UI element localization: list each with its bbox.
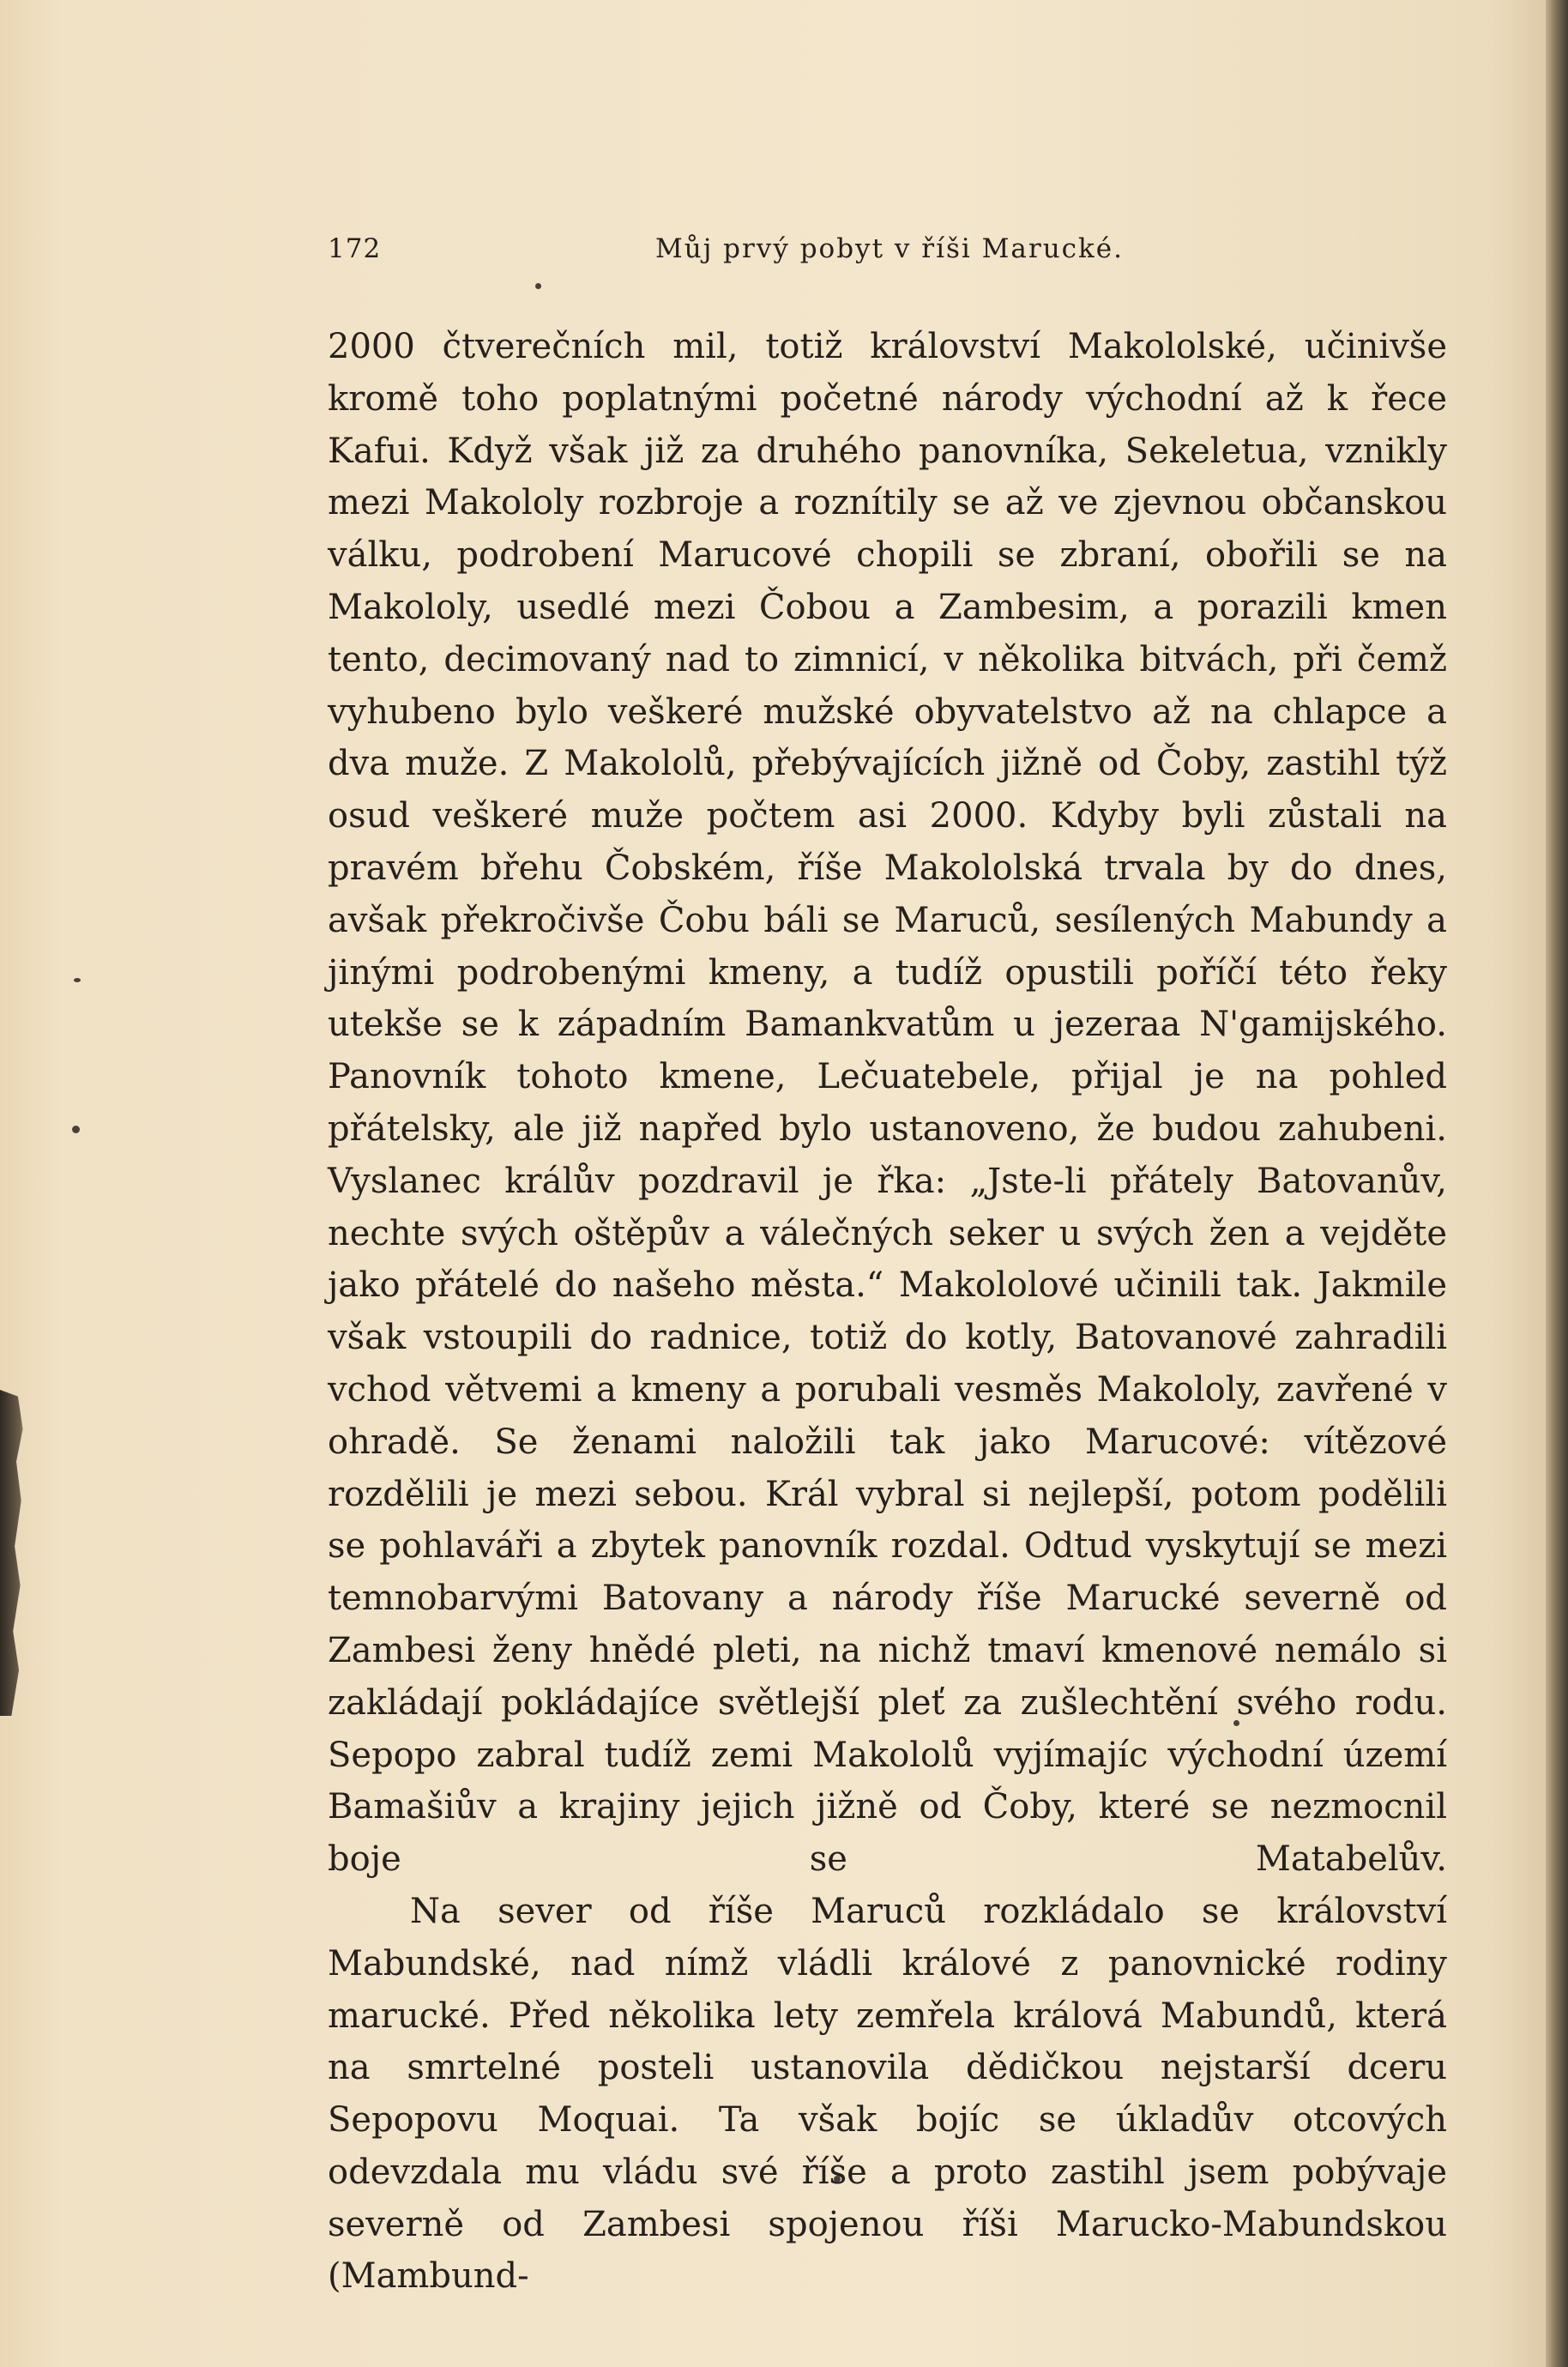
ink-speck xyxy=(72,1126,80,1133)
torn-page-edge xyxy=(0,1390,33,1716)
ink-speck xyxy=(74,978,81,982)
page-text xyxy=(328,321,1447,2303)
paragraph: Na sever od říše Maruců rozkládalo se království Mabundské, nad nímž vládli králové z panovnické rodiny marucké. Před několika lety zemřela králová Mabundů, která na smrtelné posteli ustanovila dědičkou nejstarší dceru Sepopovu Moquai. Ta však bojíc se úkladův otcových odevzdala mu vládu své říše a proto zastihl jsem pobývaje severně od Zambesi spojenou říši Marucko-Mabundskou (Mambund- xyxy=(328,1891,1447,2297)
running-title: Můj prvý pobyt v říši Marucké. xyxy=(654,233,1125,264)
page-header xyxy=(328,233,1451,276)
page-binding-shadow xyxy=(1546,0,1568,2367)
paragraph: 2000 čtverečních mil, totiž království Makololské, učinivše kromě toho poplatnými početné národy východní až k řece Kafui. Když však již za druhého panovníka, Sekeletua, vznikly mezi Makololy rozbroje a roznítily se až ve zjevnou občanskou válku, podrobení Marucové chopili se zbraní, obořili se na Makololy, usedlé mezi Čobou a Zambesim, a porazili kmen tento, decimovaný nad to zimnicí, v několika bitvách, při čemž vyhubeno bylo veškeré mužské obyvatelstvo až na chlapce a dva muže. Z Makololů, přebývajících jižně od Čoby, zastihl týž osud veškeré muže počtem asi 2000. Kdyby byli zůstali na pravém břehu Čobském, říše Makololská trvala by do dnes, avšak překročivše Čobu báli se Maruců, sesílených Mabundy a jinými podrobenými kmeny, a tudíž opustili poříčí této řeky utekše se k západním Bamankvatům u jezeraa N'gamijského. Panovník tohoto kmene, Lečuatebele, přijal je na pohled přátelsky, ale již napřed bylo ustanoveno, že budou zahubeni. Vyslanec králův pozdravil je řka: „Jste-li přátely Batovanův, nechte svých oštěpův a válečných seker u svých žen a vejděte jako přátelé do našeho města.“ Makololové učinili tak. Jakmile však vstoupili do radnice, totiž do kotly, Batovanové zahradili vchod větvemi a kmeny a porubali vesměs Makololy, zavřené v ohradě. Se ženami naložili tak jako Marucové: vítězové rozdělili je mezi sebou. Král vybral si nejlepší, potom podělili se pohlaváři a zbytek panovník rozdal. Odtud vyskytují se mezi temnobarvými Batovany a národy říše Marucké severně od Zambesi ženy hnědé pleti, na nichž tmaví kmenové nemálo si zakládají pokládajíce světlejší pleť za zušlechtění svého rodu. Sepopo zabral tudíž zemi Makololů vyjímajíc východní území Bamašiův a krajiny jejich jižně od Čoby, které se nezmocnil boje se Matabelův. xyxy=(328,327,1447,1880)
page-number: 172 xyxy=(328,233,382,264)
ink-speck xyxy=(535,283,541,289)
